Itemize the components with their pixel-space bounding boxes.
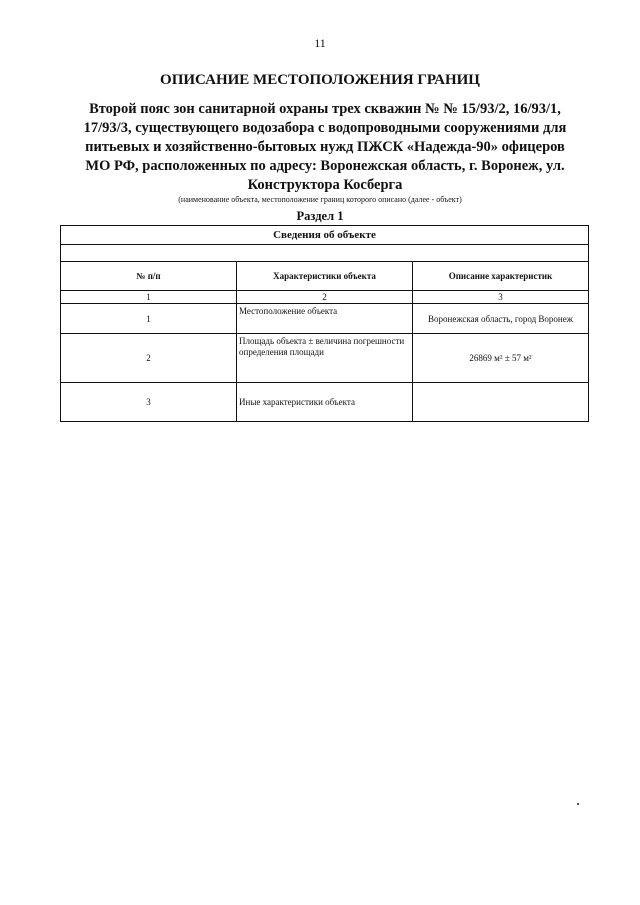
row-characteristic: Иные характеристики объекта: [237, 383, 413, 422]
subtitle-line: Второй пояс зон санитарной охраны трех скважин № № 15/93/2, 16/93/1,: [89, 101, 561, 117]
header-characteristics: Характеристики объекта: [237, 262, 413, 291]
row-characteristic: Площадь объекта ± величина погрешности определения площади: [237, 334, 413, 383]
table-row: [61, 304, 589, 334]
header-num: № п/п: [61, 262, 237, 291]
document-title: ОПИСАНИЕ МЕСТОПОЛОЖЕНИЯ ГРАНИЦ: [160, 72, 480, 88]
object-info-table: [60, 225, 589, 422]
scan-mark: [577, 803, 579, 805]
object-caption: (наименование объекта, местоположение границ которого описано (далее - объект): [178, 195, 462, 204]
column-number: 2: [237, 291, 413, 304]
column-number: 3: [413, 291, 589, 304]
row-number: 3: [61, 383, 237, 422]
subtitle-line: Конструктора Косберга: [247, 177, 403, 193]
page-number: 11: [314, 36, 326, 50]
section-title: Раздел 1: [296, 209, 344, 223]
table-spacer-row: [61, 245, 589, 262]
subtitle-line: МО РФ, расположенных по адресу: Воронежская область, г. Воронеж, ул.: [85, 158, 565, 174]
table-spacer-cell: [61, 245, 589, 262]
row-characteristic: Местоположение объекта: [237, 304, 413, 334]
row-value: Воронежская область, город Воронеж: [413, 304, 589, 334]
subtitle-line: 17/93/3, существующего водозабора с водопроводными сооружениями для: [83, 120, 567, 136]
row-number: 1: [61, 304, 237, 334]
header-description: Описание характеристик: [413, 262, 589, 291]
table-header-row: [61, 262, 589, 291]
column-number-row: [61, 291, 589, 304]
row-number: 2: [61, 334, 237, 383]
table-row: [61, 334, 589, 383]
row-value: 26869 м² ± 57 м²: [413, 334, 589, 383]
table-row: [61, 383, 589, 422]
subtitle-line: питьевых и хозяйственно-бытовых нужд ПЖСК «Надежда-90» офицеров: [85, 139, 565, 155]
column-number: 1: [61, 291, 237, 304]
document-subtitle: [60, 100, 590, 195]
row-value: [413, 383, 589, 422]
table-heading-row: [61, 226, 589, 245]
table-heading: Сведения об объекте: [61, 226, 589, 245]
